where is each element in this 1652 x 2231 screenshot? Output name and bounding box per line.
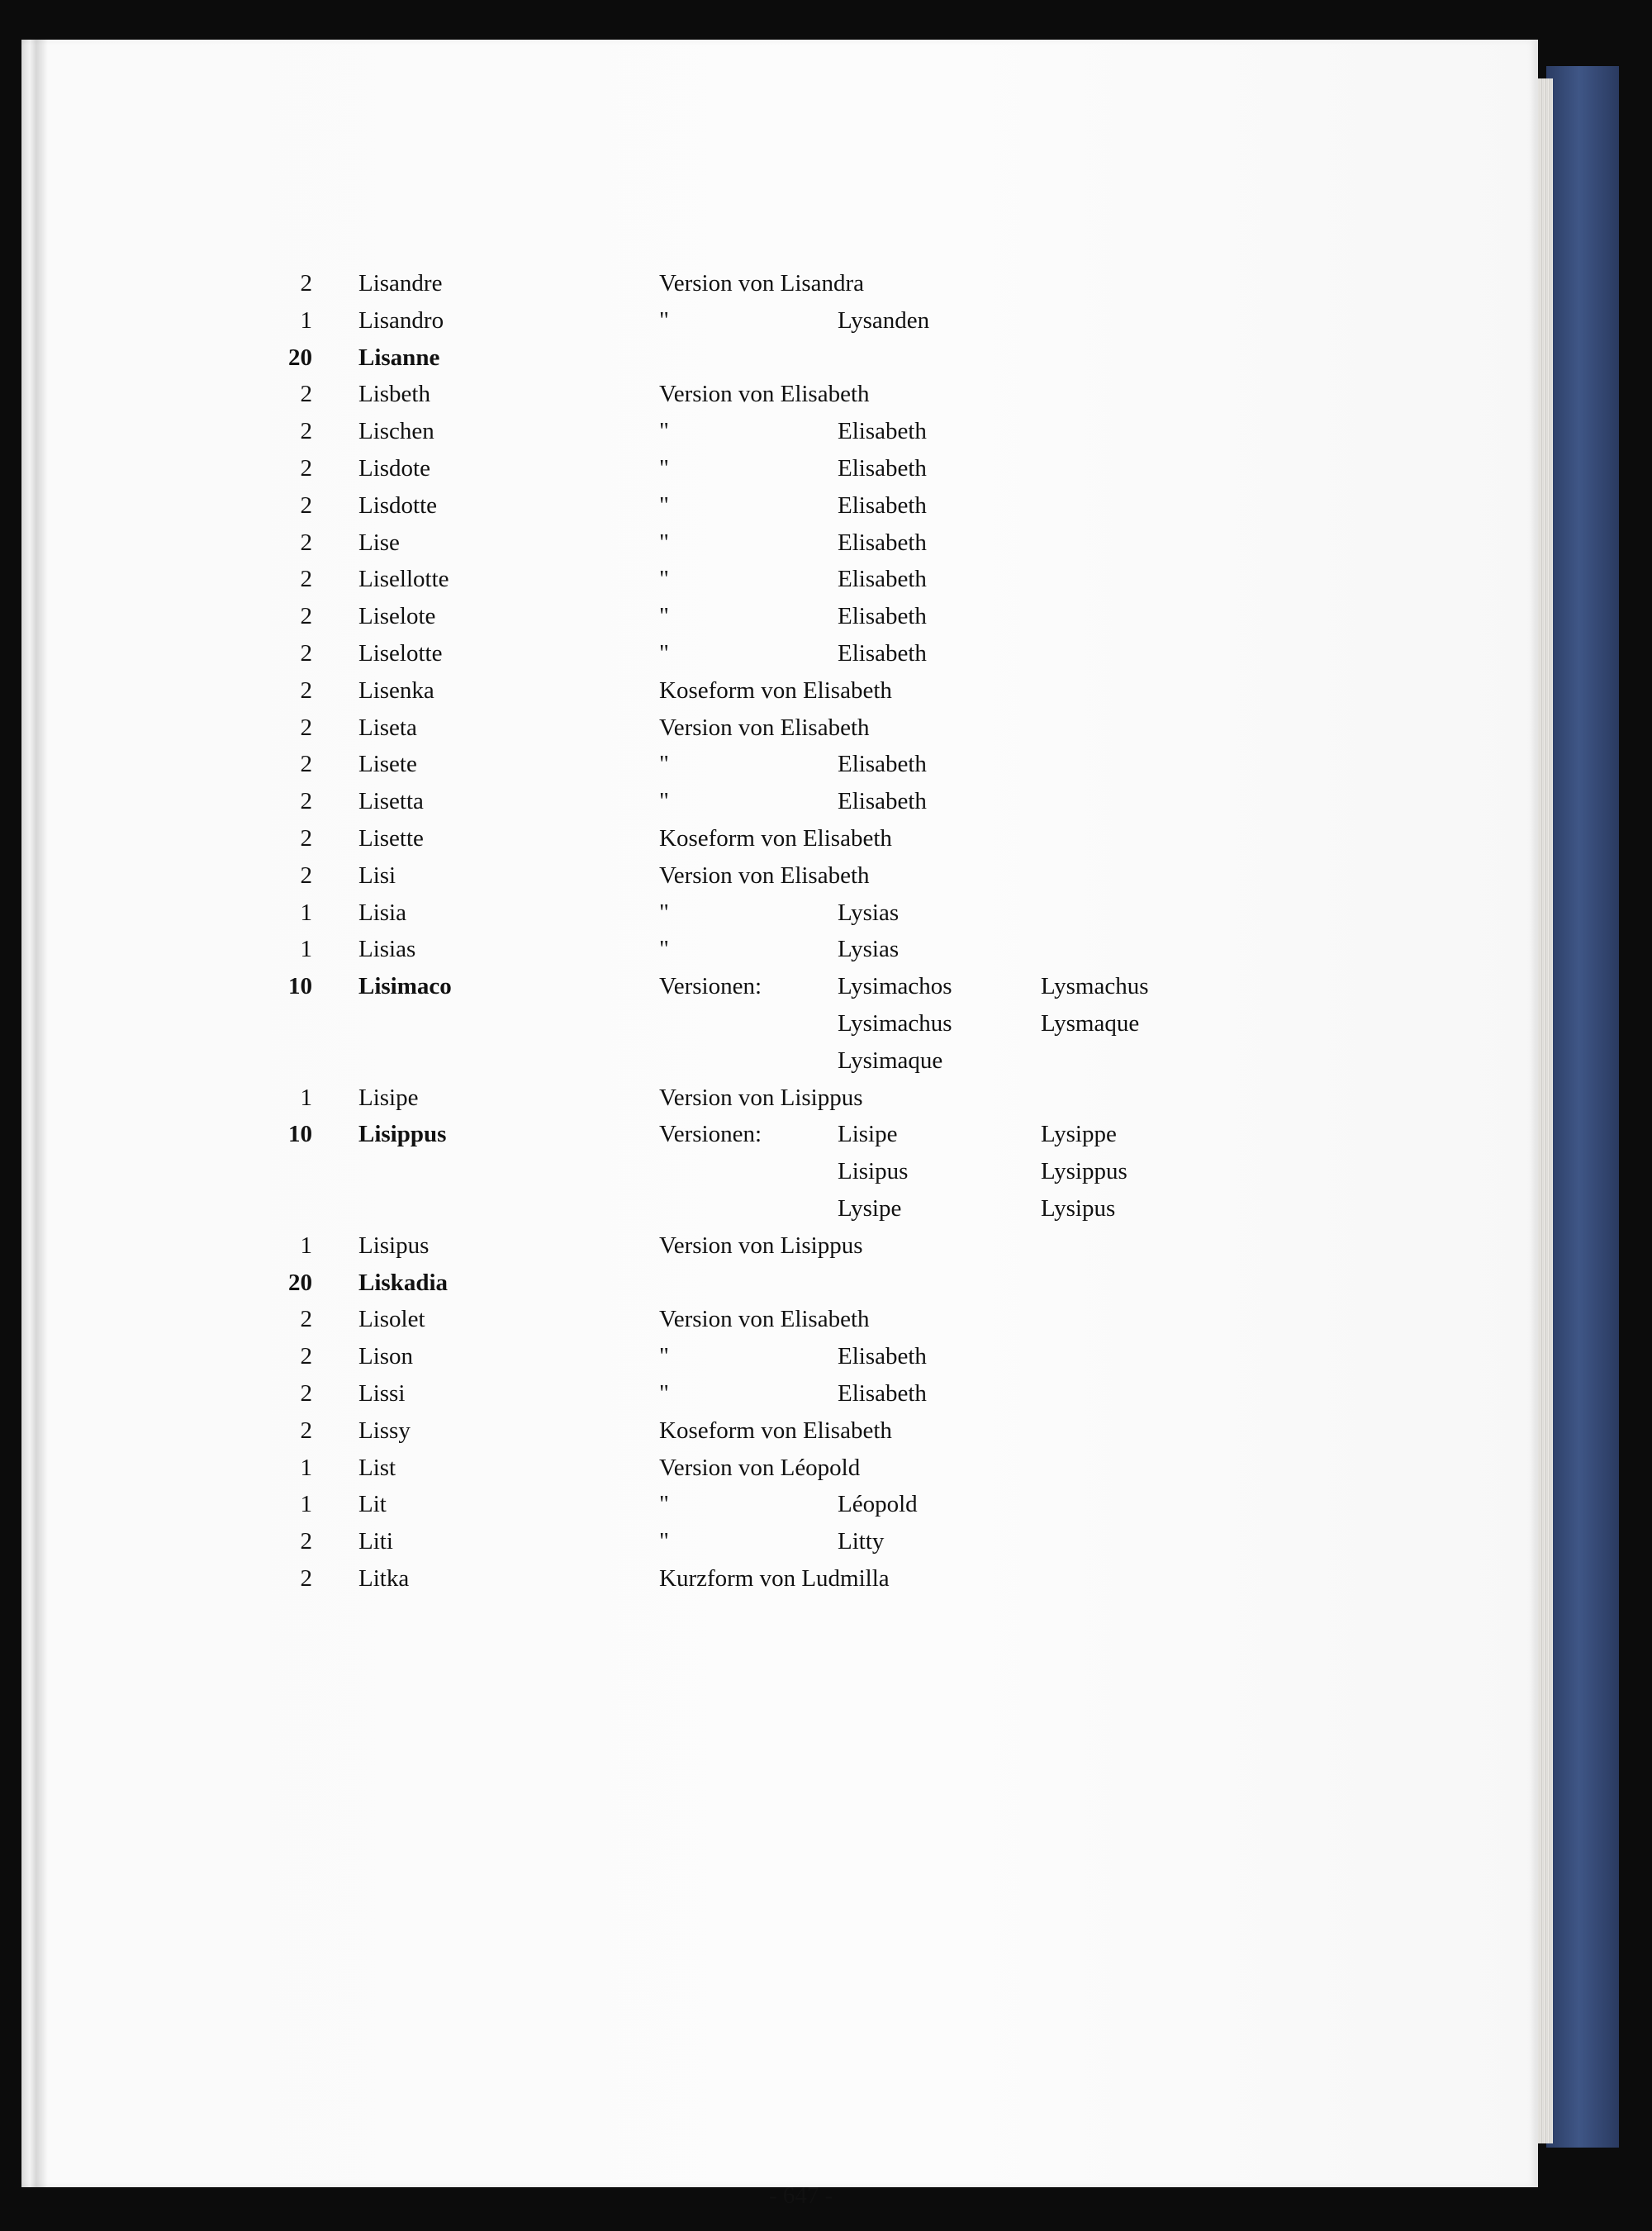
entry-variant: Elisabeth (838, 491, 927, 519)
list-entry (269, 968, 1343, 1004)
entry-description: " (659, 899, 669, 926)
entry-variant: Léopold (838, 1491, 918, 1518)
entry-description: Version von Elisabeth (659, 381, 870, 408)
entry-name: Lisette (358, 825, 424, 852)
entry-count: 2 (300, 676, 312, 704)
list-entry (269, 1153, 1343, 1189)
entry-name: Liseta (358, 714, 417, 741)
entry-variant: Elisabeth (838, 566, 927, 593)
entry-description: " (659, 603, 669, 630)
entry-description: Version von Elisabeth (659, 714, 870, 741)
entry-name: Lisandre (358, 270, 443, 297)
entry-name: Lisanne (358, 344, 440, 371)
list-entry (269, 1301, 1343, 1337)
entry-count: 2 (300, 825, 312, 852)
entry-description: " (659, 1343, 669, 1370)
entry-description: " (659, 418, 669, 445)
list-entry (269, 1080, 1343, 1116)
entry-name: Lisellotte (358, 566, 449, 593)
entry-variant: Elisabeth (838, 640, 927, 667)
entry-name: Liskadia (358, 1269, 448, 1296)
entry-name: Lisolet (358, 1306, 425, 1333)
list-entry (269, 1560, 1343, 1597)
entry-variant: Elisabeth (838, 418, 927, 445)
entry-variant: Lysias (838, 936, 900, 963)
entry-name: Lison (358, 1343, 414, 1370)
entry-name: Lisbeth (358, 381, 430, 408)
entry-count: 2 (300, 418, 312, 445)
entry-name: Lit (358, 1491, 387, 1518)
entry-count: 2 (300, 1528, 312, 1555)
list-entry (269, 820, 1343, 857)
entry-name: Lisipus (358, 1232, 430, 1259)
entry-count: 2 (300, 640, 312, 667)
entry-count: 2 (300, 788, 312, 815)
list-entry (269, 1486, 1343, 1522)
entry-count: 1 (300, 936, 312, 963)
list-entry (269, 783, 1343, 819)
entry-count: 10 (288, 973, 312, 1000)
entry-description: Versionen: (659, 1121, 762, 1148)
entry-count: 20 (288, 1269, 312, 1296)
list-entry (269, 710, 1343, 746)
list-entry (269, 525, 1343, 561)
entry-name: Lisete (358, 751, 417, 778)
entry-count: 1 (300, 1232, 312, 1259)
entry-count: 2 (300, 529, 312, 556)
entry-variant: Elisabeth (838, 1343, 927, 1370)
entry-count: 20 (288, 344, 312, 371)
list-entry (269, 413, 1343, 449)
entry-description: Koseform von Elisabeth (659, 676, 892, 704)
entry-count: 2 (300, 862, 312, 889)
entry-count: 2 (300, 1565, 312, 1592)
entry-name: Lisdote (358, 455, 430, 482)
list-entry (269, 1190, 1343, 1227)
book-cover-edge (1546, 66, 1619, 2148)
list-entry (269, 857, 1343, 894)
list-entry (269, 1412, 1343, 1449)
list-entry (269, 895, 1343, 931)
entry-variant: Lisipe (838, 1121, 898, 1148)
entry-variant: Lysimaque (838, 1047, 943, 1074)
entry-count: 2 (300, 455, 312, 482)
entry-name: Lisia (358, 899, 406, 926)
entry-variant: Elisabeth (838, 751, 927, 778)
entry-description: Koseform von Elisabeth (659, 825, 892, 852)
entry-count: 2 (300, 1343, 312, 1370)
entry-description: " (659, 1380, 669, 1407)
entry-description: Koseform von Elisabeth (659, 1417, 892, 1444)
entry-description: " (659, 751, 669, 778)
entry-count: 2 (300, 270, 312, 297)
list-entry (269, 1116, 1343, 1152)
list-entry (269, 931, 1343, 967)
entry-description: Version von Léopold (659, 1454, 861, 1481)
list-entry (269, 265, 1343, 301)
entry-variant-alt: Lysippus (1041, 1158, 1127, 1185)
entry-name: Lisimaco (358, 973, 452, 1000)
entry-count: 1 (300, 1454, 312, 1481)
entry-variant-alt: Lysmaque (1041, 1010, 1140, 1037)
entry-description: " (659, 529, 669, 556)
list-entry (269, 1265, 1343, 1301)
entry-description: " (659, 1491, 669, 1518)
entry-description: Version von Lisippus (659, 1232, 863, 1259)
list-entry (269, 1523, 1343, 1559)
entry-count: 2 (300, 1306, 312, 1333)
entry-description: " (659, 640, 669, 667)
entry-description: " (659, 1528, 669, 1555)
entry-variant: Lysipe (838, 1195, 902, 1222)
list-entry (269, 1227, 1343, 1264)
entry-variant: Lysimachos (838, 973, 952, 1000)
entry-variant: Elisabeth (838, 1380, 927, 1407)
entry-variant: Lysimachus (838, 1010, 952, 1037)
entry-description: " (659, 306, 669, 334)
list-entry (269, 1375, 1343, 1412)
entry-description: " (659, 788, 669, 815)
entry-count: 10 (288, 1121, 312, 1148)
list-entry (269, 672, 1343, 709)
entry-count: 2 (300, 1380, 312, 1407)
entry-description: Kurzform von Ludmilla (659, 1565, 890, 1592)
entry-description: " (659, 491, 669, 519)
entry-name: Liselotte (358, 640, 443, 667)
entry-count: 2 (300, 603, 312, 630)
entry-count: 1 (300, 1084, 312, 1111)
entry-variant: Litty (838, 1528, 885, 1555)
entry-count: 1 (300, 899, 312, 926)
entry-variant-alt: Lysipus (1041, 1195, 1116, 1222)
entry-name: Lisipe (358, 1084, 419, 1111)
entry-description: Version von Elisabeth (659, 1306, 870, 1333)
entry-description: " (659, 566, 669, 593)
entry-name: Liti (358, 1528, 393, 1555)
entry-name: Lisi (358, 862, 396, 889)
entry-variant: Elisabeth (838, 455, 927, 482)
entry-count: 2 (300, 714, 312, 741)
page-number: - 647 - (769, 2182, 833, 2209)
entry-name: List (358, 1454, 396, 1481)
entry-description: Version von Lisandra (659, 270, 865, 297)
entry-count: 2 (300, 1417, 312, 1444)
list-entry (269, 302, 1343, 339)
list-entry (269, 1005, 1343, 1042)
entry-variant: Elisabeth (838, 603, 927, 630)
entry-count: 2 (300, 751, 312, 778)
entry-variant: Lysias (838, 899, 900, 926)
list-entry (269, 635, 1343, 672)
entry-name: Lissi (358, 1380, 406, 1407)
entry-count: 2 (300, 381, 312, 408)
entry-name: Lisenka (358, 676, 434, 704)
list-entry (269, 561, 1343, 597)
list-entry (269, 1338, 1343, 1374)
entry-variant-alt: Lysippe (1041, 1121, 1117, 1148)
entry-count: 2 (300, 566, 312, 593)
entry-count: 1 (300, 306, 312, 334)
entry-name: Lisetta (358, 788, 424, 815)
entry-name: Litka (358, 1565, 410, 1592)
list-entry (269, 1042, 1343, 1079)
entry-description: " (659, 455, 669, 482)
entry-description: Version von Lisippus (659, 1084, 863, 1111)
list-entry (269, 746, 1343, 782)
entry-name: Liselote (358, 603, 436, 630)
entry-name: Lisdotte (358, 491, 438, 519)
list-entry (269, 376, 1343, 412)
entry-variant: Lisipus (838, 1158, 909, 1185)
entry-count: 2 (300, 491, 312, 519)
entry-description: Version von Elisabeth (659, 862, 870, 889)
entry-variant-alt: Lysmachus (1041, 973, 1149, 1000)
entry-variant: Elisabeth (838, 788, 927, 815)
book-page (21, 40, 1538, 2209)
list-entry (269, 487, 1343, 524)
entry-description: " (659, 936, 669, 963)
list-entry (269, 598, 1343, 634)
entry-variant: Lysanden (838, 306, 930, 334)
entry-name: Lise (358, 529, 400, 556)
entry-name: Lisippus (358, 1121, 447, 1148)
entry-count: 1 (300, 1491, 312, 1518)
list-entry (269, 339, 1343, 376)
entry-name: Lissy (358, 1417, 411, 1444)
entry-variant: Elisabeth (838, 529, 927, 556)
list-entry (269, 450, 1343, 487)
entry-name: Lischen (358, 418, 434, 445)
entry-name: Lisandro (358, 306, 444, 334)
list-entry (269, 1450, 1343, 1486)
entry-name: Lisias (358, 936, 416, 963)
entry-description: Versionen: (659, 973, 762, 1000)
